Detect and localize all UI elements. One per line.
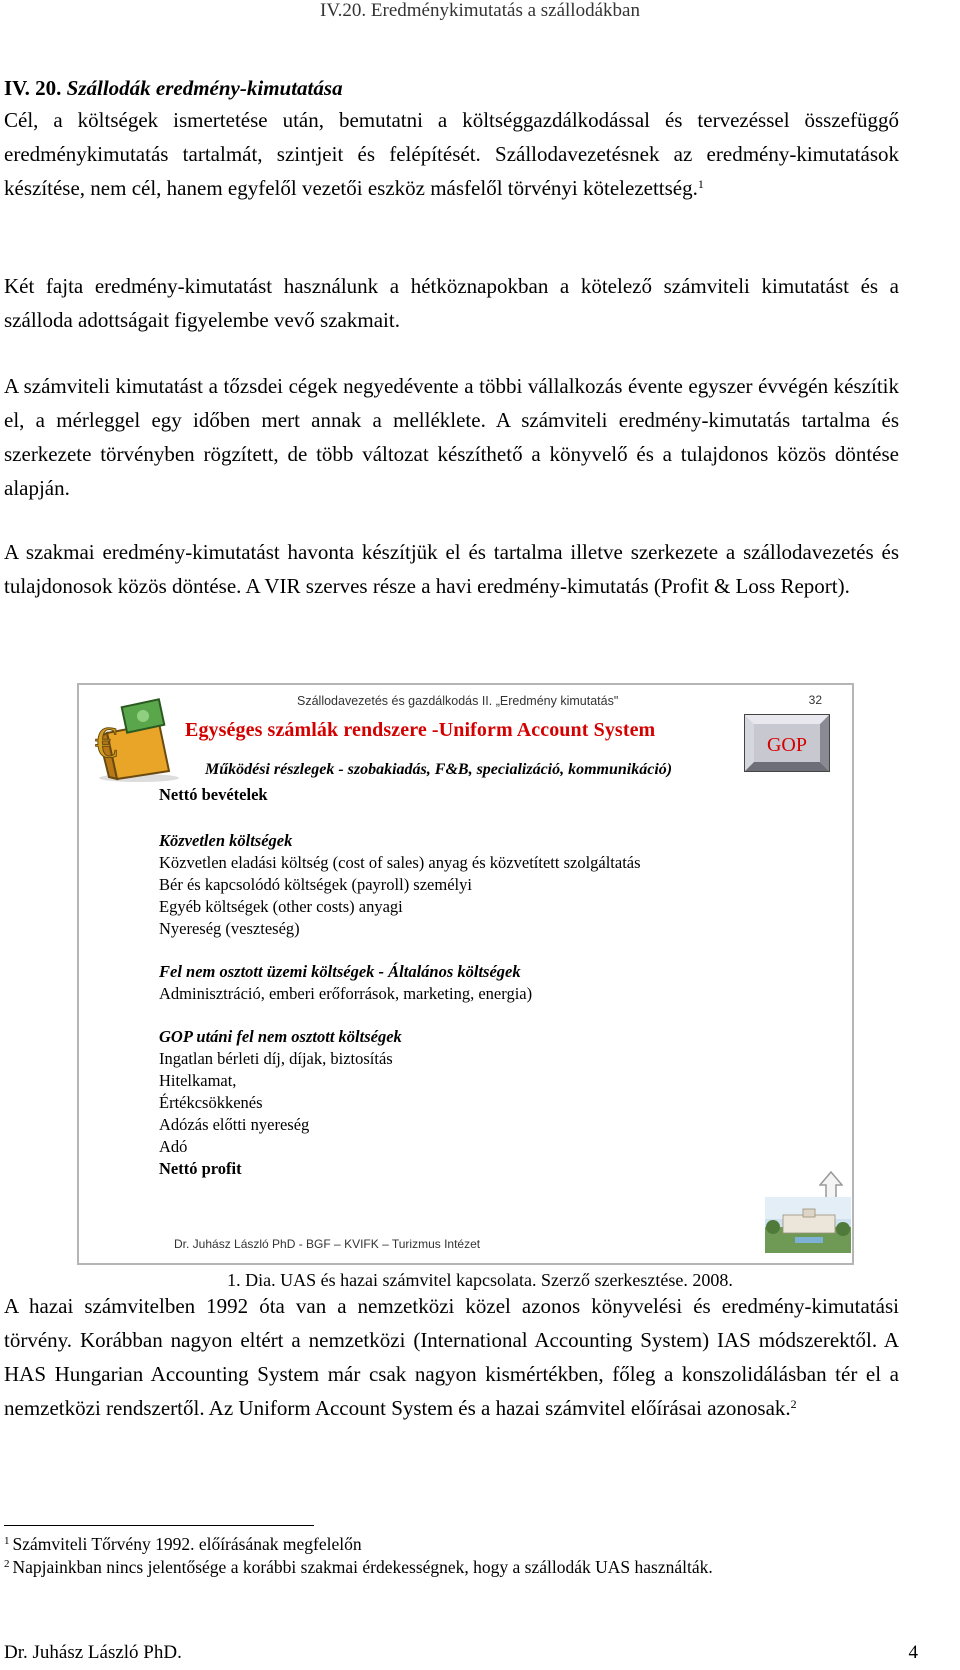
slide-line-administration: Adminisztráció, emberi erőforrások, marketing, energia): [159, 984, 533, 1003]
slide-line-rent: Ingatlan bérleti díj, díjak, biztosítás: [159, 1049, 393, 1068]
footnote-1-number: 1: [4, 1535, 10, 1547]
building-photo-icon: [765, 1197, 851, 1253]
paragraph-2: Két fajta eredmény-kimutatást használunk a hétköznapokban a kötelező számviteli kimutatást és a szálloda adottságait figyelembe vevő szakmait.: [4, 274, 899, 332]
slide-figure: [77, 683, 854, 1265]
paragraph-5: [4, 1289, 899, 1425]
slide-line-depreciation: Értékcsökkenés: [159, 1093, 263, 1112]
paragraph-1-text: Cél, a költségek ismertetése után, bemutatni a költséggazdálkodással és tervezéssel összefüggő eredménykimutatás tartalmát, szintjeit és felépítését. Szállodavezetésnek az eredmény-kimutatások készítése, nem cél, hanem egyfelől vezetői eszköz másfelől törvényi kötelezettség.: [4, 108, 899, 200]
slide-line-other-costs: Egyéb költségek (other costs) anyagi: [159, 897, 403, 916]
footnote-2: [4, 1556, 713, 1578]
paragraph-3: A számviteli kimutatást a tőzsdei cégek negyedévente a többi vállalkozás évente egyszer évvégén készítik el, a mérleggel egy időben mert annak a melléklete. A számviteli eredmény-kimutatás tartalma és szerkezete törvényben rögzített, de több változat készíthető a könyvelő és a tulajdonos közös döntése alapján.: [4, 374, 899, 500]
slide-line-net-revenue: Nettó bevételek: [159, 785, 268, 804]
paragraph-1: [4, 103, 899, 205]
footnote-2-number: 2: [4, 1558, 10, 1570]
euro-symbol: €: [95, 718, 117, 767]
slide-line-interest: Hitelkamat,: [159, 1071, 237, 1090]
slide-page-number: 32: [808, 693, 822, 707]
slide-line-net-profit: Nettó profit: [159, 1159, 242, 1178]
footnote-1: [4, 1533, 362, 1555]
slide-header: Szállodavezetés és gazdálkodás II. „Eredmény kimutatás": [297, 694, 619, 708]
footnote-2-text: Napjainkban nincs jelentősége a korábbi szakmai érdekességnek, hogy a szállodák UAS használták.: [12, 1557, 713, 1577]
footnote-divider: [4, 1525, 314, 1526]
money-box-logo-icon: [89, 693, 189, 783]
slide-line-pretax-profit: Adózás előtti nyereség: [159, 1115, 310, 1134]
slide-line-direct-costs: Közvetlen költségek: [159, 831, 293, 850]
slide-line-profit-loss: Nyereség (veszteség): [159, 919, 300, 938]
slide-title: Egységes számlák rendszere -Uniform Account System: [185, 719, 656, 741]
footnote-ref-1[interactable]: 1: [697, 177, 704, 191]
section-title: [4, 71, 899, 105]
section-number: IV. 20.: [4, 76, 62, 100]
paragraph-4: A szakmai eredmény-kimutatást havonta készítjük el és tartalma illetve szerkezete a szállodavezetés és tulajdonosok közös döntése. A VIR szerves része a havi eredmény-kimutatás (Profit & Loss Report).: [4, 540, 899, 598]
slide-subtitle: Működési részlegek - szobakiadás, F&B, specializáció, kommunikáció): [205, 761, 673, 778]
slide-line-cost-of-sales: Közvetlen eladási költség (cost of sales) anyag és közvetített szolgáltatás: [159, 853, 641, 872]
slide-line-after-gop-costs: GOP utáni fel nem osztott költségek: [159, 1027, 402, 1046]
page-number: 4: [908, 1642, 918, 1663]
slide-footer: Dr. Juhász László PhD - BGF – KVIFK – Turizmus Intézet: [174, 1237, 481, 1251]
paragraph-5-text: A hazai számvitelben 1992 óta van a nemzetközi közel azonos könyvelési és eredmény-kimutatási törvény. Korábban nagyon eltért a nemzetközi (International Accounting System) IAS módszerektől. A HAS Hungarian Accounting System már csak nagyon kismértékben, főleg a konszolidálásban tér el a nemzetközi rendszertől. Az Uniform Account System és a hazai számvitel előírásai azonosak.: [4, 1294, 899, 1420]
gop-button[interactable]: [744, 714, 830, 772]
section-title-text: Szállodák eredmény-kimutatása: [66, 76, 343, 100]
figure-caption: 1. Dia. UAS és hazai számvitel kapcsolata. Szerző szerkesztése. 2008.: [227, 1270, 733, 1290]
slide-line-undistributed-costs: Fel nem osztott üzemi költségek - Általános költségek: [159, 962, 521, 981]
footnote-1-text: Számviteli Tőrvény 1992. előírásának megfelelőn: [12, 1534, 362, 1554]
slide-line-tax: Adó: [159, 1137, 188, 1156]
running-header: IV.20. Eredménykimutatás a szállodákban: [320, 0, 640, 21]
page-footer-author: Dr. Juhász László PhD.: [4, 1642, 182, 1663]
gop-label: GOP: [766, 734, 808, 756]
slide-line-payroll: Bér és kapcsolódó költségek (payroll) személyi: [159, 875, 472, 894]
footnote-ref-2[interactable]: 2: [790, 1397, 797, 1411]
